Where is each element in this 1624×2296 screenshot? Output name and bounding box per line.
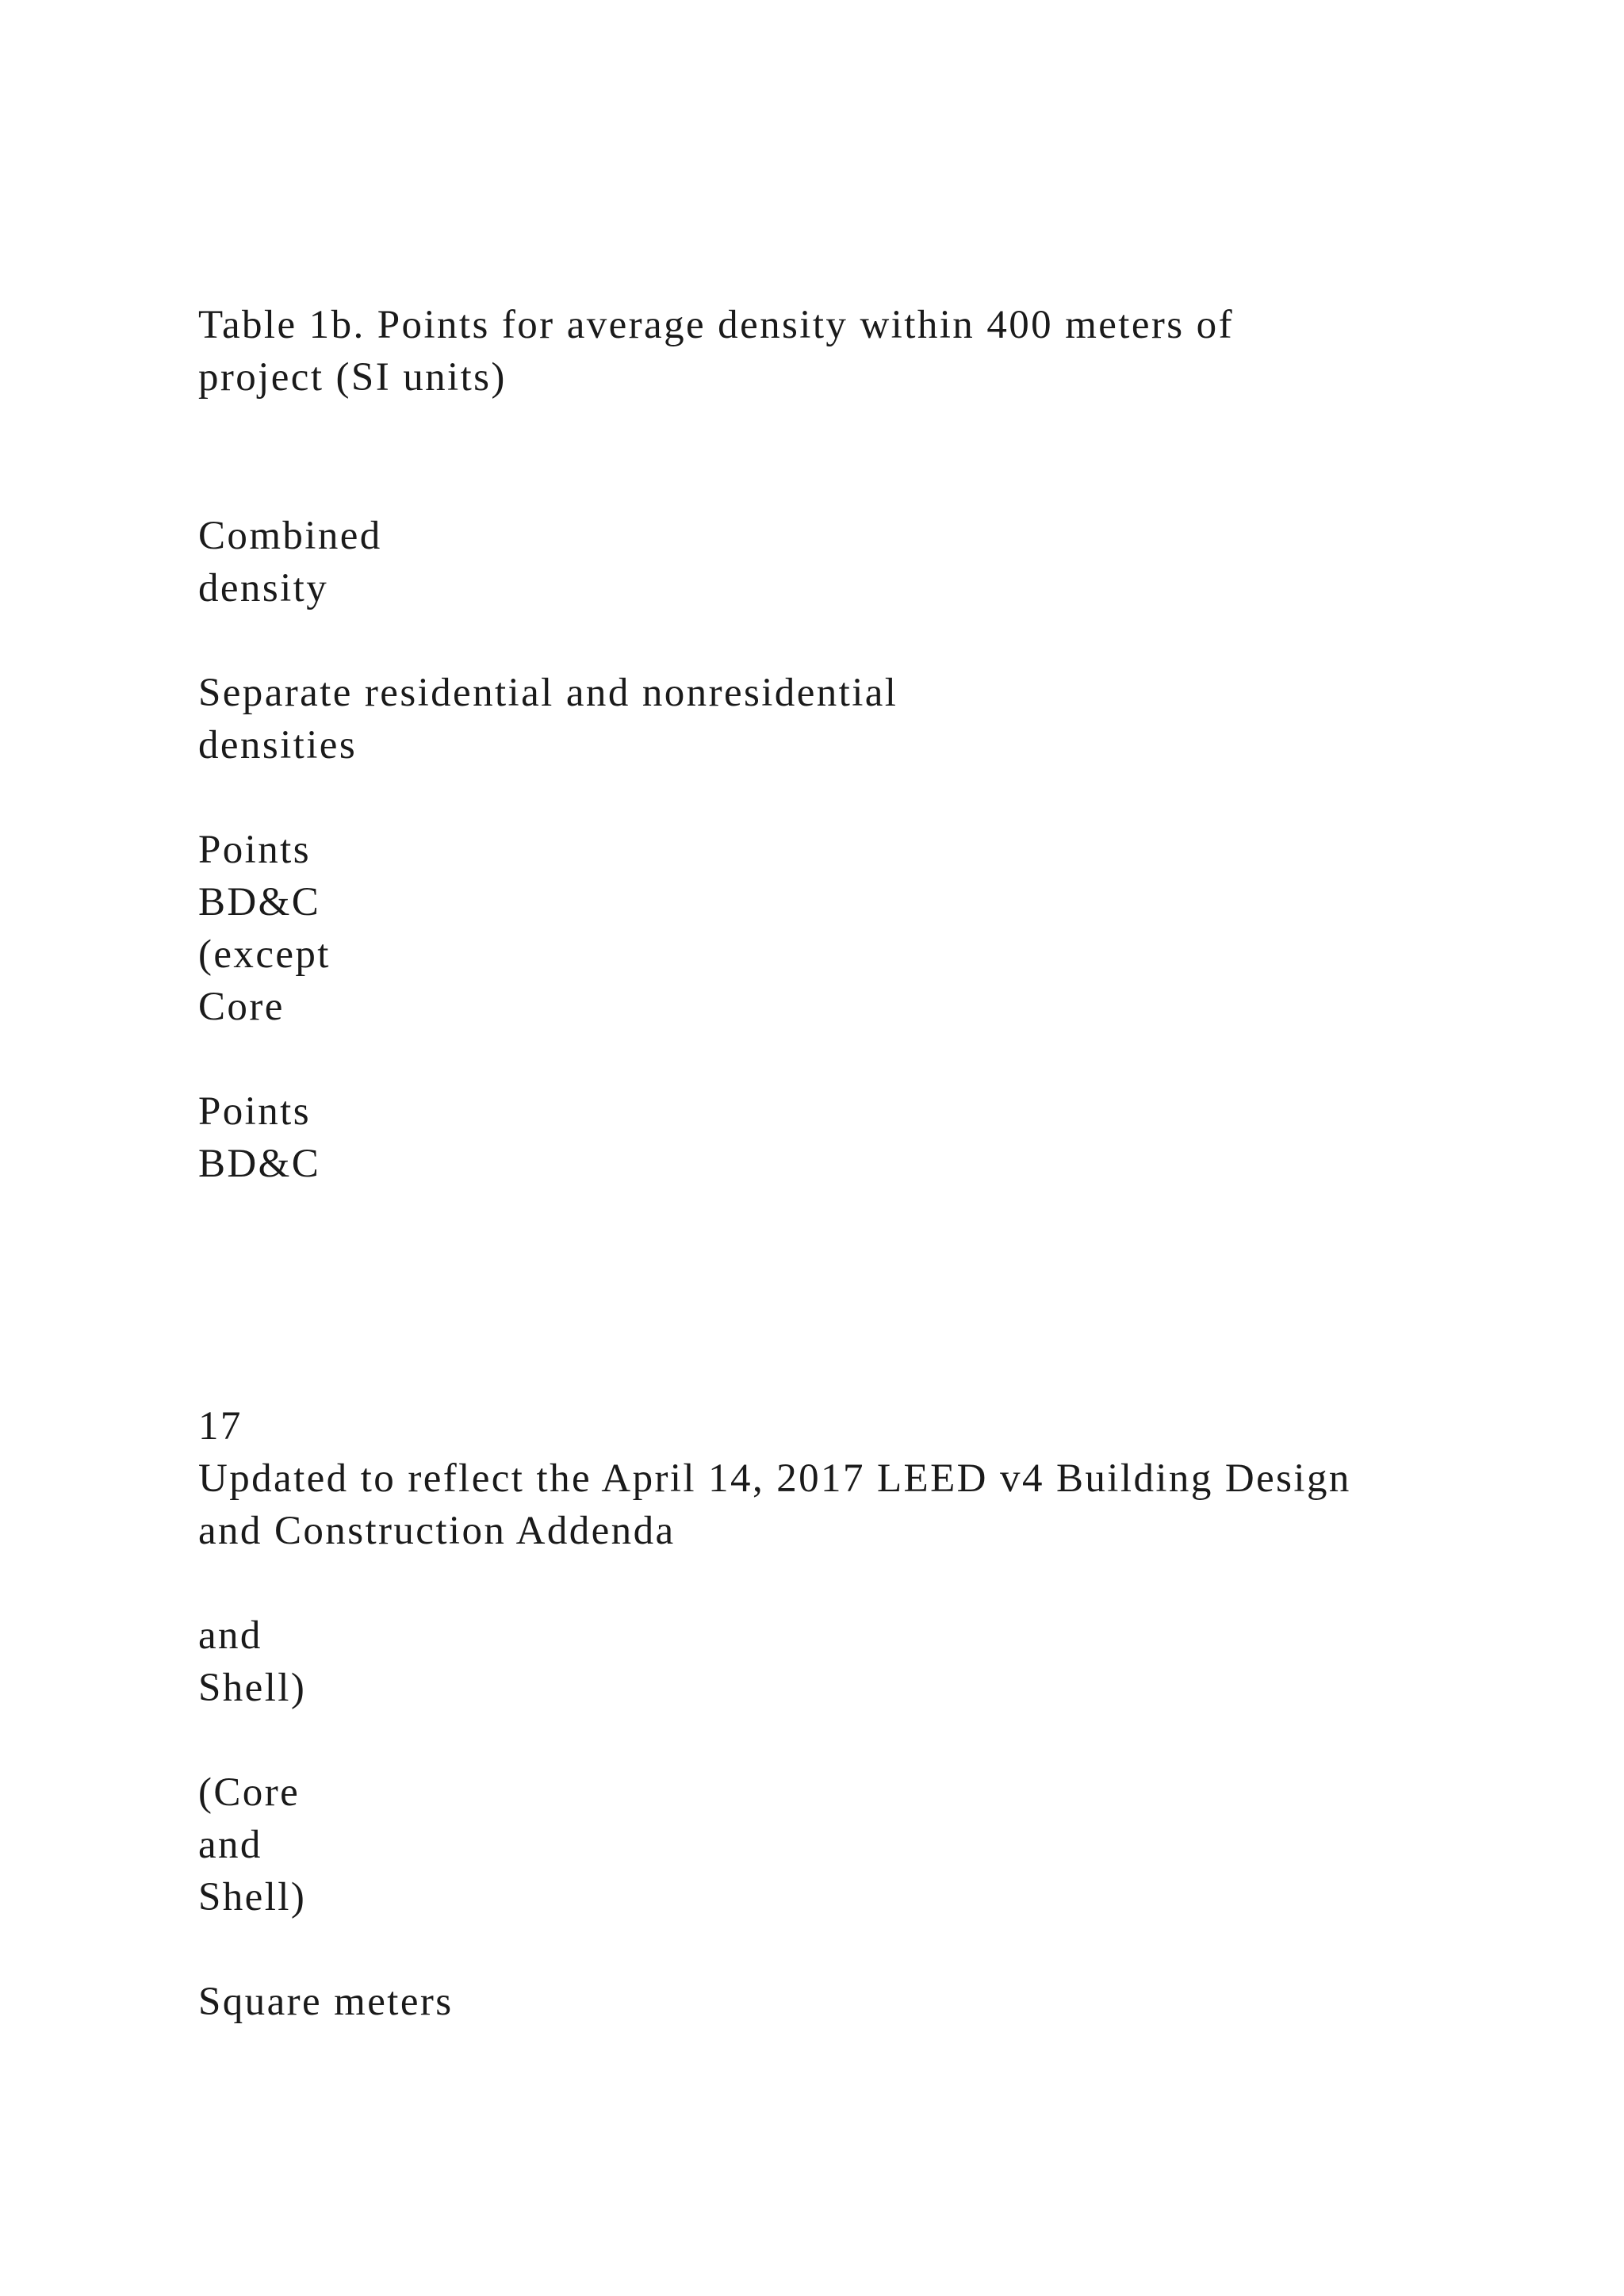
table-title-line: Table 1b. Points for average density within 400 meters of (198, 303, 1234, 347)
column-header-line: BD&C (198, 880, 321, 924)
column-header-line: Shell) (198, 1875, 307, 1919)
unit-label: Square meters (198, 1980, 454, 2024)
page-number: 17 (198, 1404, 243, 1448)
footer-note-line: and Construction Addenda (198, 1509, 676, 1553)
column-header-line: Combined (198, 514, 382, 558)
column-header-line: BD&C (198, 1142, 321, 1186)
column-header-line: Points (198, 828, 311, 872)
table-title-line: project (SI units) (198, 355, 507, 400)
column-header-line: and (198, 1613, 262, 1658)
column-header-line: (Core (198, 1770, 301, 1815)
footer-note-line: Updated to reflect the April 14, 2017 LEED v4 Building Design (198, 1456, 1351, 1501)
column-header-line: (except (198, 932, 331, 977)
column-header-line: Shell) (198, 1666, 307, 1710)
column-header-line: density (198, 566, 329, 610)
column-header-line: and (198, 1823, 262, 1867)
column-header-line: densities (198, 723, 358, 767)
column-header-line: Core (198, 985, 285, 1029)
column-header-line: Separate residential and nonresidential (198, 671, 898, 715)
column-header-line: Points (198, 1089, 311, 1134)
